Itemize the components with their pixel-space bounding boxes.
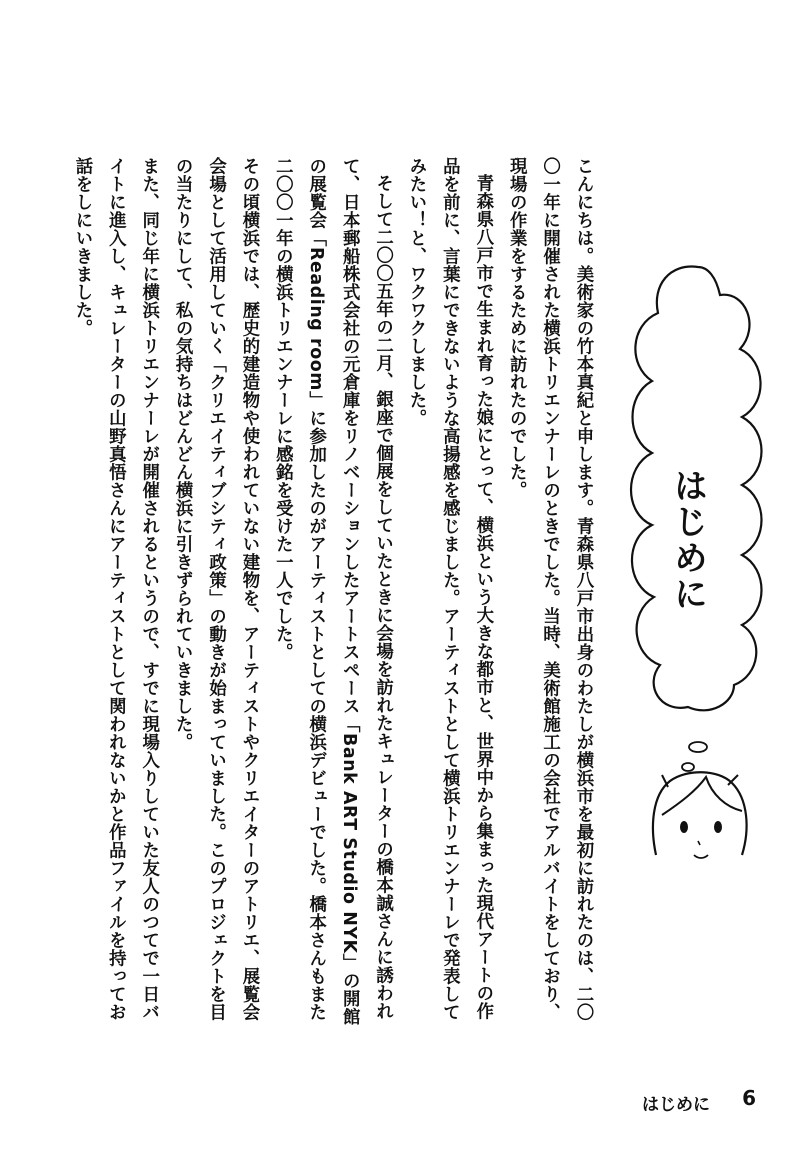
body-text	[39, 157, 599, 1037]
footer-section-title: はじめに	[642, 1095, 710, 1115]
paragraph-4: その頃横浜では、歴史的建造物や使われていない建物を、アーティストやクリエイターのアトリエ、展覧会会場として活用していく「クリエイティブシティ政策」の動きが始まっていました。このプロジェクトを目の当たりにして、私の気持ちはどんどん横浜に引きずられていきました。	[172, 157, 259, 1021]
paragraph-3: そして二〇〇五年の二月、銀座で個展をしていたときに会場を訪れたキュレーターの橋本誠さんに誘われて、日本郵船株式会社の元倉庫をリノベーションしたアートスペース「Bank ART Studio NYK」の開館の展覧会「Reading room」に参加したのがアーティストとしての横浜デビューでした。橋本さんもまた二〇〇一年の横浜トリエンナーレに感銘を受けた一人でした。	[272, 157, 393, 1026]
paragraph-1: こんにちは。美術家の竹本真紀と申します。青森県八戸市出身のわたしが横浜市を最初に訪れたのは、二〇〇一年に開催された横浜トリエンナーレのときでした。当時、美術館施工の会社でアルバイトをしており、現場の作業をするために訪れたのでした。	[506, 157, 593, 1021]
chapter-title: はじめに	[667, 468, 708, 612]
bubble-icon	[689, 742, 707, 752]
page-number: 6	[742, 1086, 756, 1110]
bubble-icon	[682, 763, 694, 771]
paragraph-2: 青森県八戸市で生まれ育った娘にとって、横浜という大きな都市と、世界中から集まった現代アートの作品を前に、言葉にできないような高揚感を感じました。アーティストとして横浜トリエンナーレで発表してみたい！と、ワクワクしました。	[405, 157, 493, 1021]
paragraph-5: また、同じ年に横浜トリエンナーレが開催されるというので、すでに現場入りしていた友人のつてで一日バイトに進入し、キュレーターの山野真悟さんにアーティストとして関われないかと作品ファイルを持ってお話をしにいきました。	[71, 157, 159, 1021]
girl-face-icon	[653, 772, 747, 858]
